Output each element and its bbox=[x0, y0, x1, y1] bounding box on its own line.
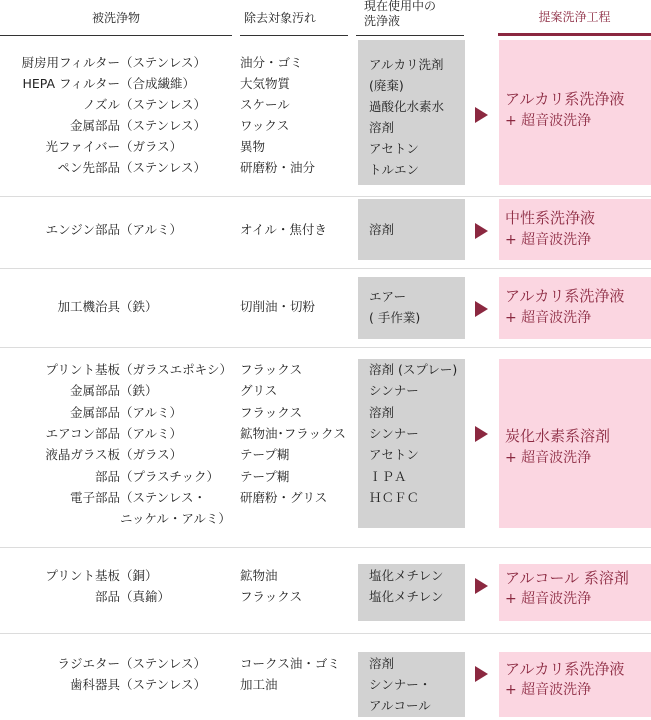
dirt-text: テープ糊 bbox=[240, 447, 290, 463]
row-group bbox=[0, 40, 651, 185]
current-solution-box bbox=[358, 564, 465, 621]
item-name: ノズル bbox=[82, 97, 120, 112]
current-solution-text: アセトン bbox=[369, 447, 419, 463]
row-separator bbox=[0, 547, 651, 548]
arrow-icon bbox=[475, 107, 488, 123]
item-material: （プラスチック） bbox=[120, 468, 220, 484]
dirt-text: 鉱物油･フラックス bbox=[240, 425, 346, 441]
current-solution-text: 溶剤 bbox=[369, 222, 395, 237]
item-name: 歯科器具 bbox=[69, 677, 120, 692]
dirt-text: グリス bbox=[240, 383, 278, 399]
dirt-text: 異物 bbox=[240, 139, 266, 154]
item-name: ラジエター bbox=[57, 656, 120, 671]
item-material: （ガラス） bbox=[120, 447, 183, 463]
proposal-box bbox=[499, 652, 651, 717]
proposal-method: + 超音波洗浄 bbox=[505, 682, 592, 698]
item-material: （ステンレス） bbox=[120, 677, 206, 692]
current-solution-box bbox=[358, 359, 465, 528]
item-material: （アルミ） bbox=[120, 425, 183, 441]
current-solution-text: トルエン bbox=[369, 162, 420, 177]
item-name: 加工機治具 bbox=[57, 299, 120, 314]
current-solution-text: ( 手作業) bbox=[369, 310, 421, 325]
dirt-text: 大気物質 bbox=[240, 76, 291, 91]
item-row bbox=[0, 444, 182, 465]
item-row bbox=[0, 157, 206, 178]
item-name: 金属部品 bbox=[69, 383, 120, 399]
item-name: エアコン部品 bbox=[45, 425, 120, 441]
dirt-text: 加工油 bbox=[240, 677, 278, 692]
arrow-icon bbox=[475, 223, 488, 239]
current-solution-text: 溶剤 bbox=[369, 120, 395, 135]
dirt-text: 油分・ゴミ bbox=[240, 55, 303, 70]
current-solution-text: アセトン bbox=[369, 141, 419, 156]
row-group bbox=[0, 359, 651, 528]
current-solution-text: シンナー bbox=[369, 383, 419, 399]
item-row bbox=[0, 674, 206, 695]
proposal-box bbox=[499, 277, 651, 339]
proposal-solution: アルカリ系洗浄液 bbox=[505, 660, 625, 678]
row-group bbox=[0, 652, 651, 717]
item-row bbox=[0, 136, 182, 157]
item-material: （鉄） bbox=[120, 299, 158, 314]
current-solution-box bbox=[358, 277, 465, 339]
dirt-text: 研磨粉・グリス bbox=[240, 489, 328, 505]
item-row bbox=[0, 653, 206, 674]
item-material: （合成繊維） bbox=[120, 76, 196, 91]
dirt-text: 切削油・切粉 bbox=[240, 299, 316, 314]
header-current-solution: 現在使用中の 洗浄液 bbox=[356, 0, 464, 36]
item-row bbox=[0, 508, 231, 529]
item-row bbox=[0, 52, 206, 73]
item-name: エンジン部品 bbox=[45, 222, 120, 237]
arrow-icon bbox=[475, 426, 488, 442]
item-name: 金属部品 bbox=[69, 118, 120, 133]
item-material: （鉄） bbox=[120, 383, 158, 399]
current-solution-box bbox=[358, 40, 465, 185]
proposal-box bbox=[499, 564, 651, 621]
dirt-text: オイル・焦付き bbox=[240, 222, 327, 237]
item-name: プリント基板 bbox=[45, 568, 120, 583]
item-row bbox=[0, 94, 206, 115]
current-solution-box bbox=[358, 652, 465, 717]
dirt-text: テープ糊 bbox=[240, 468, 290, 484]
item-name: ペン先部品 bbox=[57, 160, 120, 175]
current-solution-text: シンナー bbox=[369, 425, 419, 441]
item-name: 部品 bbox=[94, 468, 120, 484]
item-name bbox=[0, 508, 120, 529]
arrow-icon bbox=[475, 578, 488, 594]
current-solution-text: エアー bbox=[369, 289, 407, 304]
current-solution-text: 溶剤 bbox=[369, 656, 395, 671]
proposal-method: + 超音波洗浄 bbox=[505, 310, 592, 326]
dirt-text: 研磨粉・油分 bbox=[240, 160, 316, 175]
current-solution-text: 過酸化水素水 bbox=[369, 99, 445, 114]
current-solution-text: 塩化メチレン bbox=[369, 568, 444, 583]
item-row bbox=[0, 487, 206, 508]
item-row bbox=[0, 219, 182, 240]
dirt-text: フラックス bbox=[240, 589, 303, 604]
dirt-text: コークス油・ゴミ bbox=[240, 656, 340, 671]
header-items: 被洗浄物 bbox=[0, 0, 232, 36]
item-material: （ステンレス・ bbox=[120, 489, 206, 505]
item-row bbox=[0, 402, 182, 423]
current-solution-text: ＨＣＦＣ bbox=[369, 489, 420, 505]
proposal-box bbox=[499, 199, 651, 260]
current-solution-text: 溶剤 bbox=[369, 404, 395, 420]
proposal-solution: アルカリ系洗浄液 bbox=[505, 90, 625, 108]
proposal-method: + 超音波洗浄 bbox=[505, 591, 592, 607]
proposal-method: + 超音波洗浄 bbox=[505, 232, 592, 248]
item-material: ニッケル・アルミ） bbox=[120, 511, 231, 527]
row-separator bbox=[0, 347, 651, 348]
current-solution-text: 溶剤 (スプレー) bbox=[369, 362, 458, 377]
item-name: 電子部品 bbox=[69, 489, 120, 505]
item-material: （ステンレス） bbox=[120, 160, 206, 175]
proposal-solution: アルコール 系溶剤 bbox=[505, 569, 629, 587]
item-row bbox=[0, 115, 206, 136]
item-name: 厨房用フィルター bbox=[21, 55, 120, 70]
item-material: （銅） bbox=[120, 568, 158, 583]
row-separator bbox=[0, 268, 651, 269]
item-row bbox=[0, 380, 158, 401]
proposal-solution: 炭化水素系溶剤 bbox=[505, 427, 611, 445]
item-row bbox=[0, 466, 219, 487]
arrow-icon bbox=[475, 666, 488, 682]
proposal-solution: 中性系洗浄液 bbox=[505, 209, 596, 227]
item-row bbox=[0, 296, 158, 317]
item-row bbox=[0, 423, 182, 444]
item-material: （ステンレス） bbox=[120, 118, 206, 133]
item-name: プリント基板 bbox=[45, 362, 120, 377]
current-solution-text: ＩＰＡ bbox=[369, 468, 407, 484]
proposal-method: + 超音波洗浄 bbox=[505, 113, 592, 129]
header-dirt: 除去対象汚れ bbox=[240, 0, 348, 36]
item-material: （ステンレス） bbox=[120, 97, 206, 112]
dirt-text: フラックス bbox=[240, 362, 303, 377]
current-solution-text: アルコール bbox=[369, 698, 431, 713]
item-material: （真鍮） bbox=[120, 589, 171, 604]
proposal-method: + 超音波洗浄 bbox=[505, 450, 592, 466]
item-name: 部品 bbox=[94, 589, 120, 604]
dirt-text: フラックス bbox=[240, 404, 303, 420]
proposal-solution: アルカリ系洗浄液 bbox=[505, 287, 625, 305]
row-group bbox=[0, 564, 651, 621]
row-separator bbox=[0, 633, 651, 634]
row-separator bbox=[0, 196, 651, 197]
row-group bbox=[0, 277, 651, 339]
proposal-box bbox=[499, 40, 651, 185]
dirt-text: スケール bbox=[240, 97, 290, 112]
dirt-text: ワックス bbox=[240, 118, 290, 133]
item-material: （アルミ） bbox=[120, 222, 183, 237]
item-row bbox=[0, 565, 158, 586]
dirt-text: 鉱物油 bbox=[240, 568, 278, 583]
current-solution-text: 塩化メチレン bbox=[369, 589, 444, 604]
current-solution-box bbox=[358, 199, 465, 260]
item-name: 光ファイバー bbox=[45, 139, 120, 154]
current-solution-text: アルカリ洗剤 bbox=[369, 57, 444, 72]
item-row bbox=[0, 586, 170, 607]
item-name: HEPA フィルター bbox=[22, 76, 120, 91]
item-material: （ガラス） bbox=[120, 139, 183, 154]
item-row bbox=[0, 73, 195, 94]
proposal-box bbox=[499, 359, 651, 528]
row-group bbox=[0, 199, 651, 260]
item-name: 金属部品 bbox=[69, 404, 120, 420]
header-proposal: 提案洗浄工程 bbox=[498, 0, 651, 36]
arrow-icon bbox=[475, 301, 488, 317]
current-solution-text: (廃棄) bbox=[369, 78, 404, 93]
current-solution-text: シンナー・ bbox=[369, 677, 432, 692]
item-material: （ステンレス） bbox=[120, 656, 206, 671]
item-material: （アルミ） bbox=[120, 404, 183, 420]
item-material: （ステンレス） bbox=[120, 55, 206, 70]
item-row bbox=[0, 359, 232, 380]
item-name: 液晶ガラス板 bbox=[45, 447, 120, 463]
item-material: （ガラスエポキシ） bbox=[120, 362, 233, 377]
